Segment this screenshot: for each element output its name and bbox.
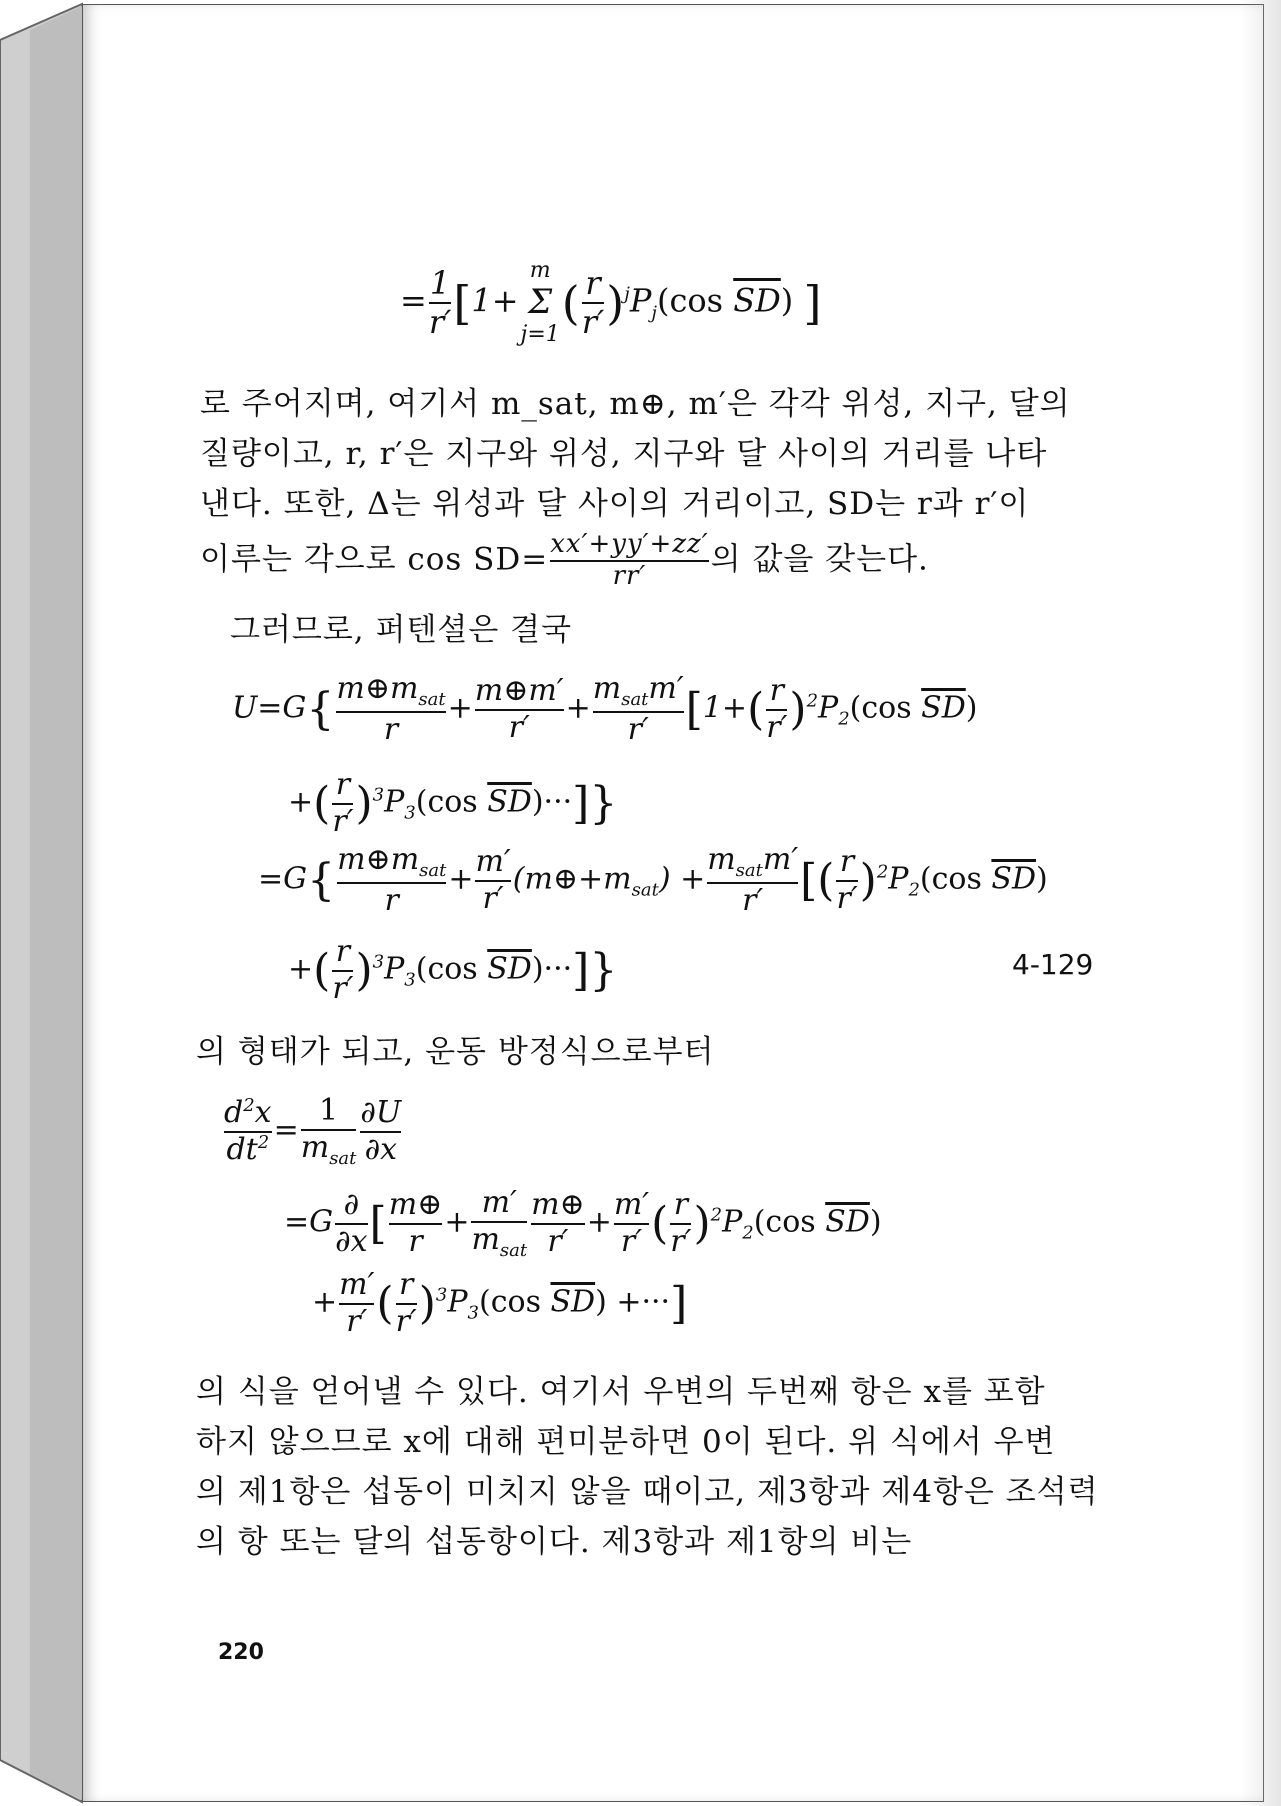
page-number: 220 <box>218 1640 264 1665</box>
paragraph-4-line-4: 의 항 또는 달의 섭동항이다. 제3항과 제1항의 비는 <box>196 1524 913 1560</box>
cos-sd-fraction <box>550 530 708 592</box>
paragraph-1-line-3: 낸다. 또한, Δ는 위성과 달 사이의 거리이고, SD는 r과 r′이 <box>200 486 1030 522</box>
paragraph-1-line-4 <box>200 530 929 592</box>
cos-sd-denominator: rr′ <box>550 560 708 592</box>
book-spine <box>0 0 90 1806</box>
equation-d-line-1: $\frac{d^2x}{dt^2}$ = $\frac{1}{m_{sat}}$ $\frac{\partial U}{\partial x}$ <box>224 1093 402 1169</box>
paragraph-1-line-4-text: 이루는 각으로 cos SD= <box>200 541 549 578</box>
equation-u-line-3: =G{ $\frac{m\oplus m_{sat}}{r}$ + $\frac{m'}{r'}$ $(m\oplus+m_{sat})$ + $\frac{m_{sat}m'}{r'}$ [( $\frac{r}{r'}$ )$^2P_2(\cos$ $\overline{SD}$) <box>258 842 1048 918</box>
paragraph-4-line-2: 하지 않으므로 x에 대해 편미분하면 0이 된다. 위 식에서 우변 <box>196 1424 1056 1460</box>
paragraph-1-line-2: 질량이고, r, r′은 지구와 위성, 지구와 달 사이의 거리를 나타 <box>200 436 1048 472</box>
paragraph-4-line-1: 의 식을 얻어낼 수 있다. 여기서 우변의 두번째 항은 x를 포함 <box>196 1374 1046 1410</box>
paragraph-4-line-3: 의 제1항은 섭동이 미치지 않을 때이고, 제3항과 제4항은 조석력 <box>196 1474 1099 1510</box>
paragraph-1-line-4-end: 의 값을 갖는다. <box>710 541 929 578</box>
page-edge-shadow <box>1241 0 1281 1806</box>
paragraph-1-line-1: 로 주어지며, 여기서 m_sat, m⊕, m′은 각각 위성, 지구, 달의 <box>200 386 1071 422</box>
equation-number: 4-129 <box>1012 948 1094 981</box>
equation-1: = $\frac{1}{r'}$ [1+ m Σ j=1 ( $\frac{r}{r'}$ )$^jP_j(\cos$ $\overline{SD}$) ] <box>400 258 822 348</box>
equation-u-line-1: U=G{ $\frac{m\oplus m_{sat}}{r}$ + $\frac{m\oplus m'}{r'}$ + $\frac{m_{sat}m'}{r'}$ [1+( $\frac{r}{r'}$ )$^2P_2(\cos$ $\overline{SD}$) <box>232 671 978 747</box>
equation-d-line-2: =G $\frac{\partial}{\partial x}$ [ $\frac{m\oplus}{r}$ + $\frac{m'}{m_{sat}}$ $\frac{m\oplus}{r'}$ + $\frac{m'}{r'}$ ( $\frac{r}{r'}$ )$^2P_2(\cos$ $\overline{SD}$) <box>284 1185 882 1261</box>
equation-u-line-2: +( $\frac{r}{r'}$ )$^3P_3(\cos$ $\overline{SD})\cdot\cdot\cdot$]} <box>288 767 618 839</box>
equation-d-line-3: + $\frac{m'}{r'}$ ( $\frac{r}{r'}$ )$^3P_3(\cos$ $\overline{SD}$) +···] <box>312 1267 688 1339</box>
paragraph-3: 의 형태가 되고, 운동 방정식으로부터 <box>196 1034 715 1070</box>
cos-sd-numerator: xx′+yy′+zz′ <box>550 529 709 559</box>
equation-u-line-4: +( $\frac{r}{r'}$ )$^3P_3(\cos$ $\overline{SD})\cdot\cdot\cdot$]} <box>288 934 618 1006</box>
paragraph-2: 그러므로, 퍼텐셜은 결국 <box>230 612 573 648</box>
